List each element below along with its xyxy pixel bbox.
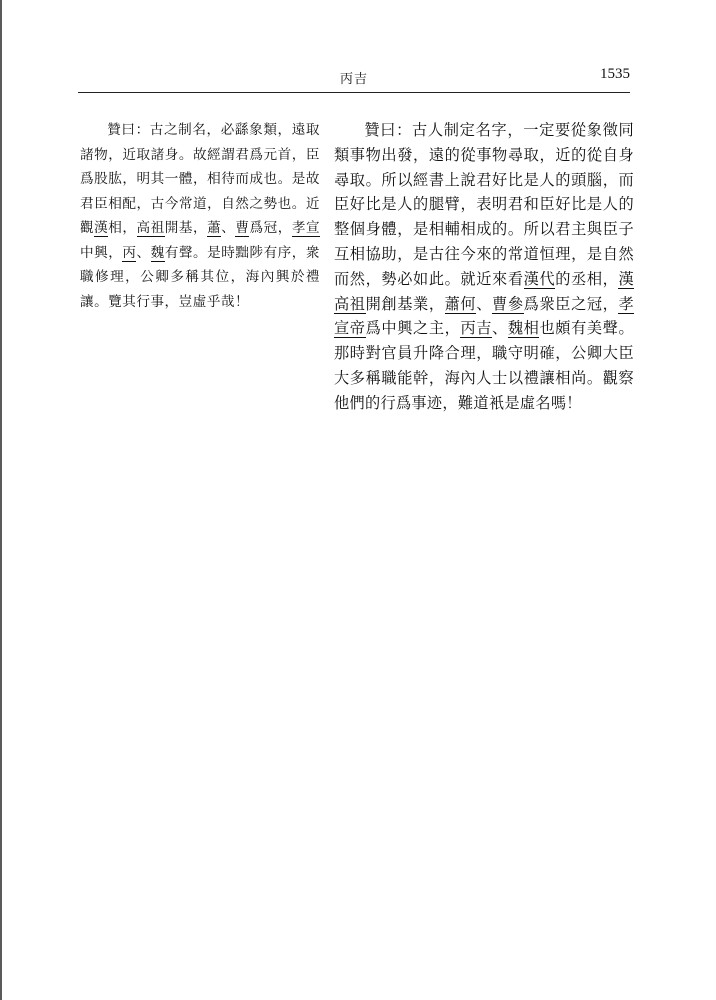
translation-column	[334, 118, 634, 416]
text-segment: 也頗有美聲。那時對官員升降合理，職守明確，公卿大臣大多稱職能幹，海內人士以禮讓相尚。觀察他們的行爲事迹，難道衹是虛名嗎！	[334, 319, 634, 412]
proper-name: 曹	[235, 220, 250, 236]
page-number: 1535	[600, 66, 630, 82]
text-segment: 開基，	[164, 220, 208, 236]
proper-name: 魏	[150, 244, 165, 261]
running-header	[78, 64, 630, 88]
proper-name: 魏相	[507, 319, 540, 338]
text-segment: 贊曰：古之制名，必繇象類，遠取諸物，近取諸身。故經謂君爲元首，臣爲股肱，明其一體，相待而成也。是故君臣相配，古今常道，自然之勢也。近觀	[80, 122, 320, 236]
text-segment: 、	[136, 244, 151, 261]
proper-name: 孝宣帝	[334, 294, 634, 338]
proper-name: 漢	[94, 220, 109, 236]
proper-name: 高祖	[136, 220, 165, 236]
proper-name: 孝宣	[291, 220, 321, 236]
proper-name: 丙	[122, 244, 137, 261]
proper-name: 丙吉	[460, 319, 493, 338]
text-segment: 爲衆臣之冠，	[523, 294, 619, 313]
page-spine	[0, 0, 2, 1000]
text-segment: 開創基業，	[365, 294, 445, 313]
text-segment: 、	[476, 294, 493, 313]
text-segment: 贊曰：古人制定名字，一定要從象徵同類事物出發，遠的從事物尋取，近的從自身尋取。所以經書上說君好比是人的頭腦，而臣好比是人的腿臂，表明君和臣好比是人的整個身體，是相輔相成的。所以君主與臣子互相協助，是古往今來的常道恒理，是自然而然，勢必如此。就近來看	[334, 121, 634, 288]
text-segment: 爲冠，	[249, 220, 292, 236]
translation-paragraph	[334, 118, 634, 416]
text-segment: 中興，	[80, 244, 123, 261]
text-segment: 的丞相，	[555, 269, 619, 288]
text-segment: 、	[221, 220, 236, 236]
proper-name: 漢高祖	[334, 269, 634, 313]
text-segment: 爲中興之主，	[365, 319, 461, 338]
original-text-column	[80, 118, 320, 314]
header-rule	[78, 92, 630, 93]
proper-name: 漢代	[523, 269, 556, 288]
text-segment: 、	[492, 319, 508, 338]
running-title: 丙吉	[340, 72, 369, 87]
text-segment: 相，	[108, 220, 137, 236]
proper-name: 蕭何	[444, 294, 477, 313]
original-text-paragraph	[80, 118, 320, 314]
text-segment: 有聲。是時黜陟有序，衆職修理，公卿多稱其位，海內興於禮讓。覽其行事，豈虛乎哉！	[80, 244, 321, 310]
proper-name: 蕭	[207, 220, 222, 236]
proper-name: 曹參	[492, 294, 524, 313]
